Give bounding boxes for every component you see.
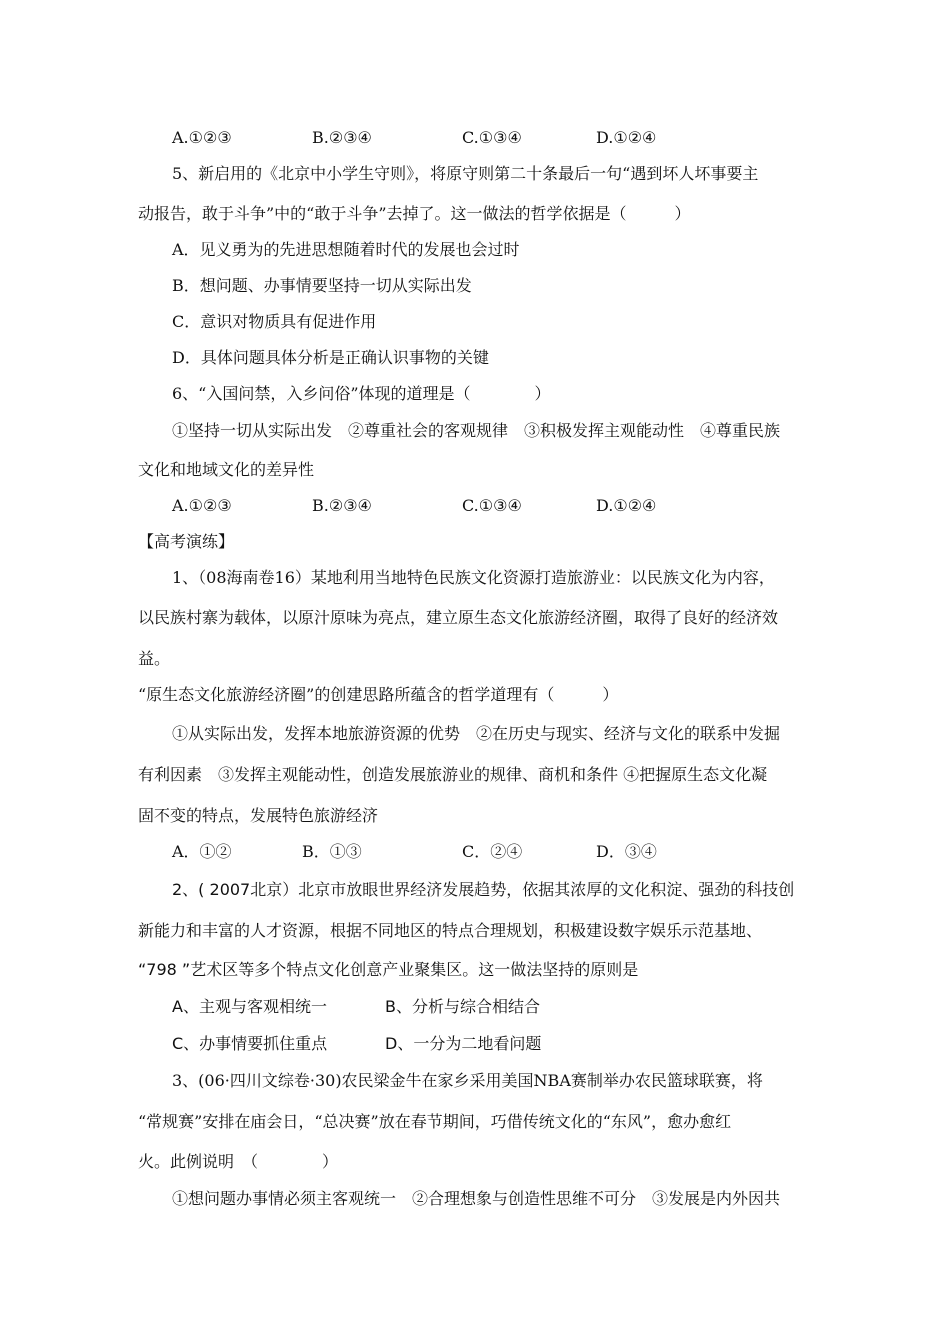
g1-stem-line3: 益。 <box>138 649 171 668</box>
g2-option-a: A、主观与客观相统一 <box>172 997 327 1016</box>
q6-items-line2: 文化和地域文化的差异性 <box>138 460 315 479</box>
g2-stem-line1: 2、( 2007北京）北京市放眼世界经济发展趋势，依据其浓厚的文化积淀、强劲的科技创 <box>172 880 795 899</box>
g2-option-c: C、办事情要抓住重点 <box>172 1034 328 1053</box>
g1-items-line3: 固不变的特点，发展特色旅游经济 <box>138 806 379 825</box>
g1-items-line1: ①从实际出发，发挥本地旅游资源的优势 ②在历史与现实、经济与文化的联系中发掘 <box>172 724 781 743</box>
g2-option-b: B、分析与综合相结合 <box>385 997 540 1016</box>
g2-stem-line3: “798 ”艺术区等多个特点文化创意产业聚集区。这一做法坚持的原则是 <box>138 960 639 979</box>
g1-stem-line2: 以民族村寨为载体，以原汁原味为亮点，建立原生态文化旅游经济圈，取得了良好的经济效 <box>138 608 779 627</box>
g1-stem-line1: 1、（08海南卷16）某地利用当地特色民族文化资源打造旅游业：以民族文化为内容， <box>172 568 775 587</box>
q5-stem-line1: 5、新启用的《北京中小学生守则》，将原守则第二十条最后一句“遇到坏人坏事要主 <box>172 164 759 183</box>
q4-option-b: B.②③④ <box>312 128 372 147</box>
q6-option-a: A.①②③ <box>172 496 232 515</box>
q5-stem-line2: 动报告，敢于斗争”中的“敢于斗争”去掉了。这一做法的哲学依据是（ ） <box>138 204 691 223</box>
q5-option-c: C．意识对物质具有促进作用 <box>172 312 377 331</box>
g1-option-a: A．①② <box>172 842 232 861</box>
q6-option-b: B.②③④ <box>312 496 372 515</box>
g3-stem-line1: 3、(06·四川文综卷·30)农民梁金牛在家乡采用美国NBA赛制举办农民篮球联赛，将 <box>172 1071 763 1090</box>
q5-option-a: A．见义勇为的先进思想随着时代的发展也会过时 <box>172 240 520 259</box>
g1-question: “原生态文化旅游经济圈”的创建思路所蕴含的哲学道理有（ ） <box>138 685 619 704</box>
q6-stem: 6、“入国问禁，入乡问俗”体现的道理是（ ） <box>172 384 551 403</box>
g3-stem-line2: “常规赛”安排在庙会日，“总决赛”放在春节期间，巧借传统文化的“东风”，愈办愈红 <box>138 1112 732 1131</box>
q4-option-a: A.①②③ <box>172 128 232 147</box>
q6-option-d: D.①②④ <box>596 496 657 515</box>
g2-option-d: D、一分为二地看问题 <box>385 1034 542 1053</box>
g1-option-c: C．②④ <box>462 842 523 861</box>
q5-option-d: D．具体问题具体分析是正确认识事物的关键 <box>172 348 489 367</box>
section-title: 【高考演练】 <box>138 532 235 551</box>
g1-items-line2: 有利因素 ③发挥主观能动性，创造发展旅游业的规律、商机和条件 ④把握原生态文化凝 <box>138 765 768 784</box>
g3-stem-line3: 火。此例说明 （ ） <box>138 1152 339 1171</box>
q4-option-c: C.①③④ <box>462 128 522 147</box>
q4-option-d: D.①②④ <box>596 128 657 147</box>
g1-option-d: D．③④ <box>596 842 657 861</box>
g2-stem-line2: 新能力和丰富的人才资源，根据不同地区的特点合理规划，积极建设数字娱乐示范基地、 <box>138 921 763 940</box>
q6-option-c: C.①③④ <box>462 496 522 515</box>
q5-option-b: B．想问题、办事情要坚持一切从实际出发 <box>172 276 472 295</box>
g3-items-line1: ①想问题办事情必须主客观统一 ②合理想象与创造性思维不可分 ③发展是内外因共 <box>172 1189 781 1208</box>
q6-items-line1: ①坚持一切从实际出发 ②尊重社会的客观规律 ③积极发挥主观能动性 ④尊重民族 <box>172 421 781 440</box>
g1-option-b: B．①③ <box>302 842 362 861</box>
